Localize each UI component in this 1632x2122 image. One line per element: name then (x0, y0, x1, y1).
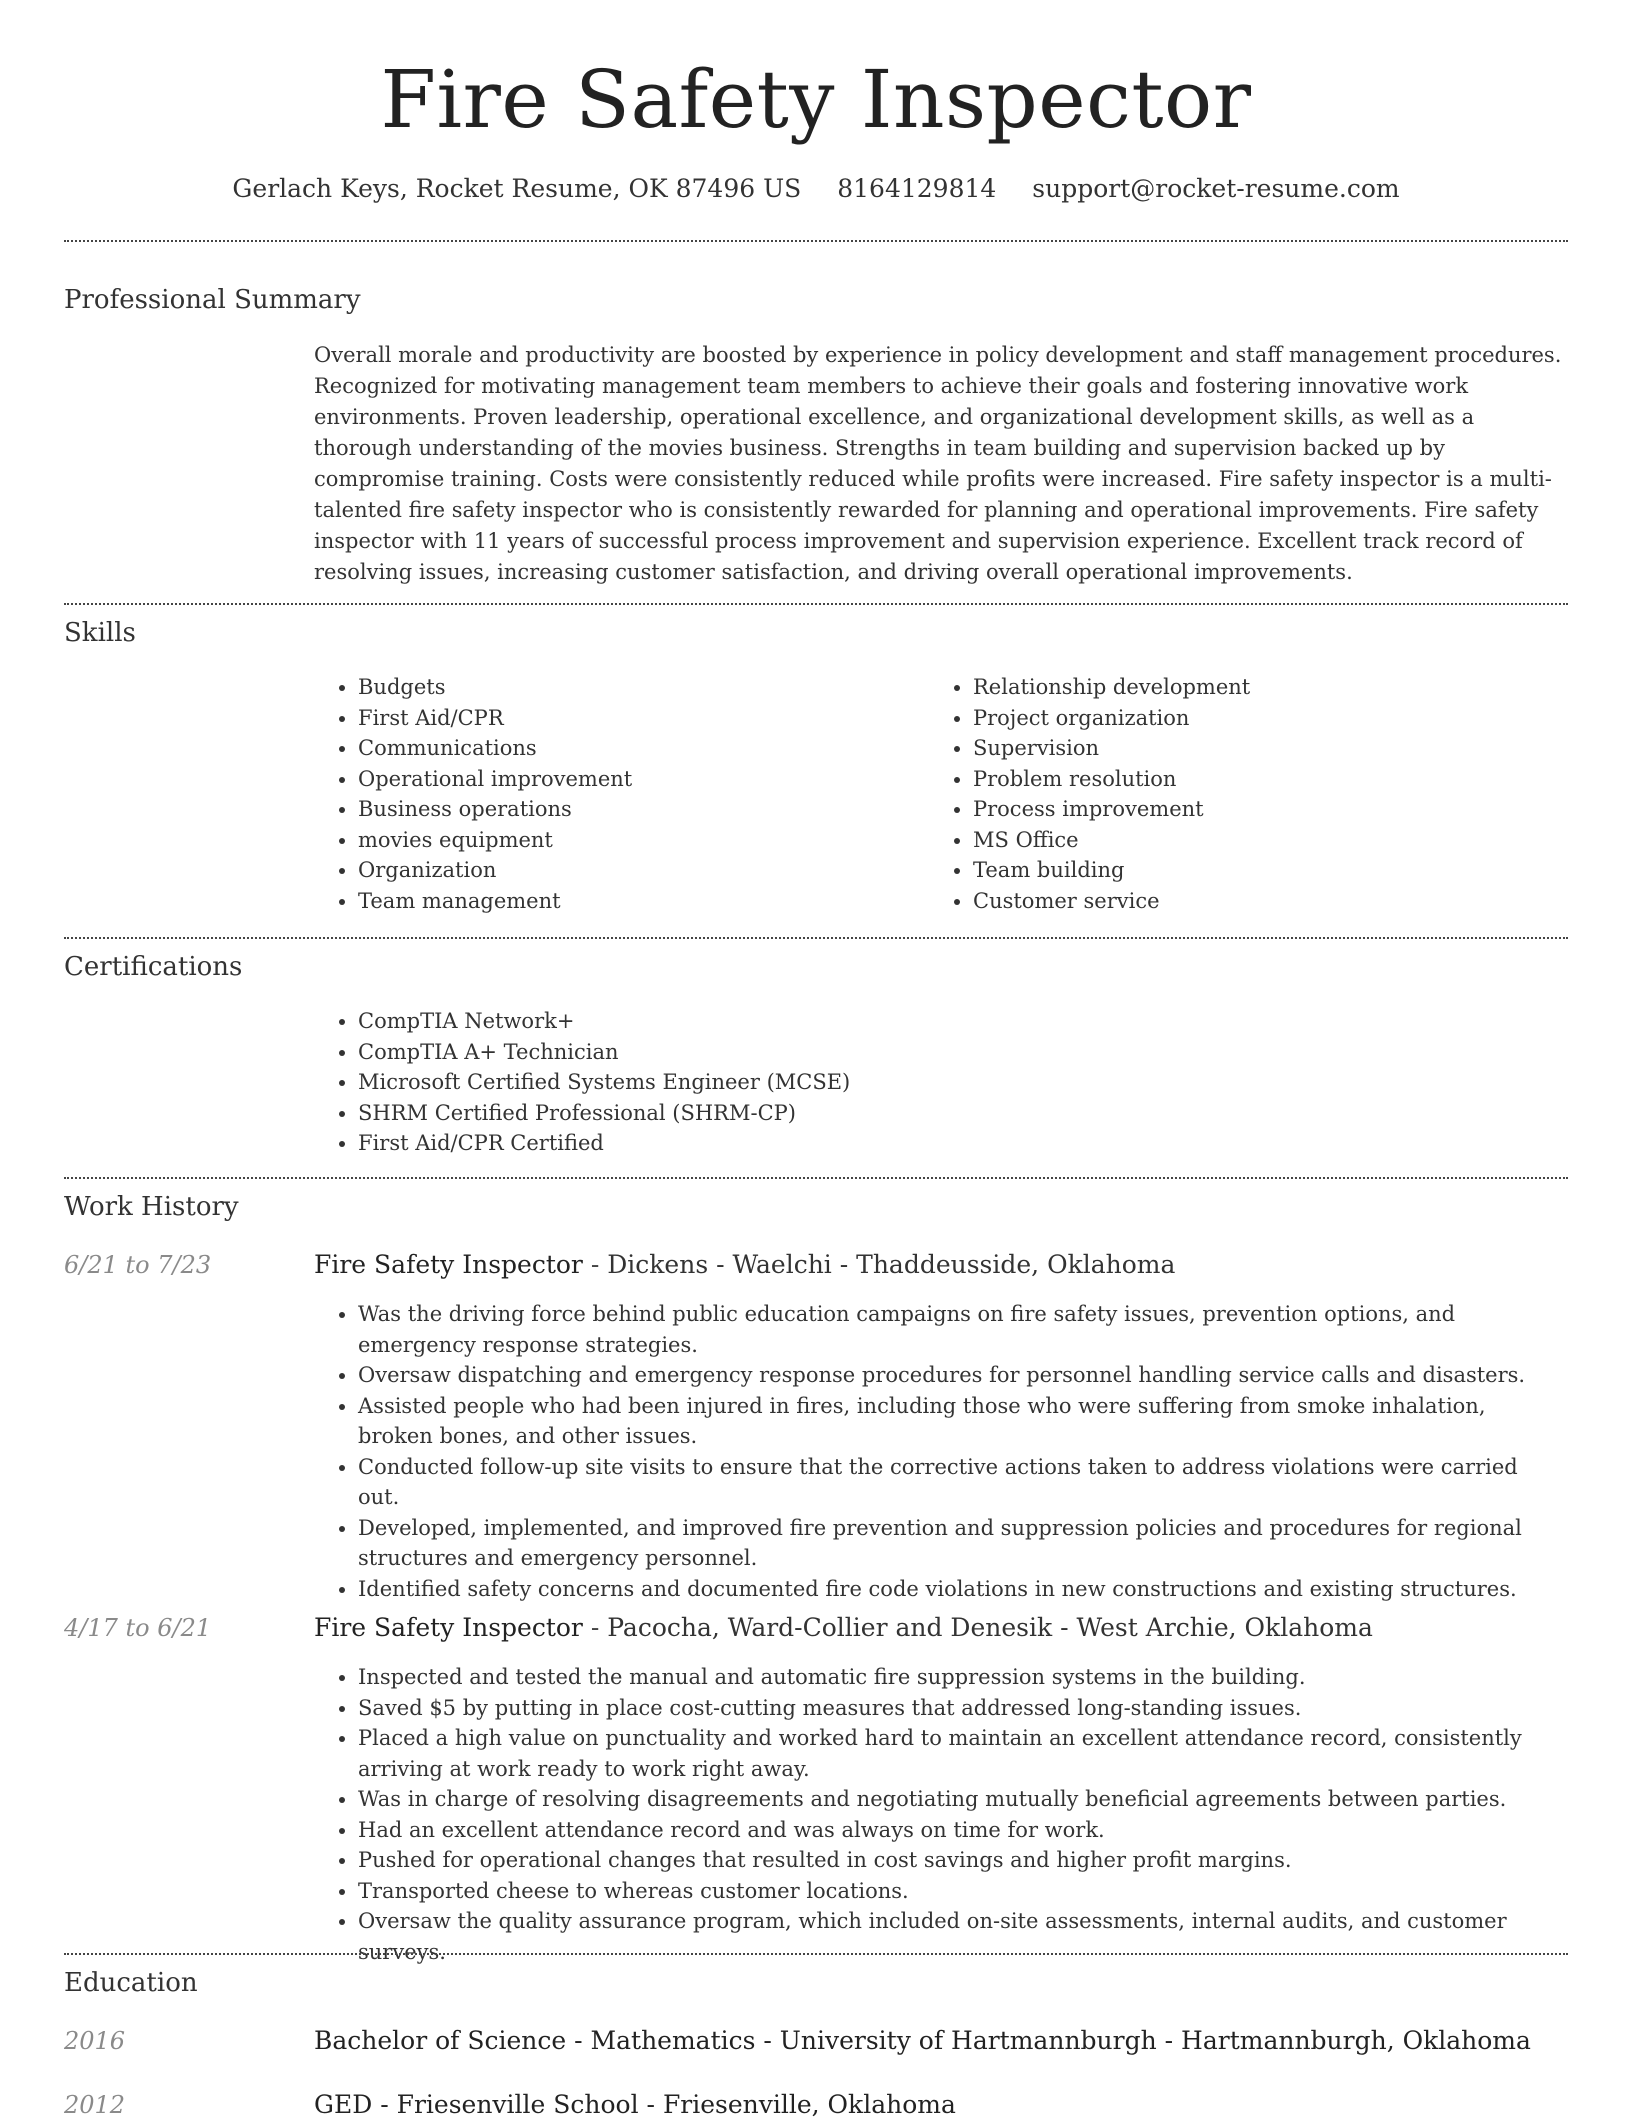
job-bullet: • Inspected and tested the manual and automatic fire suppression systems in the building. (358, 1662, 1548, 1693)
job-bullet: • Developed, implemented, and improved fire prevention and suppression policies and procedures for regional structures and emergency personnel. (358, 1513, 1548, 1574)
education-year: 2012 (64, 2091, 126, 2119)
skill-item: • Team building (973, 855, 1573, 886)
job-bullet: • Had an excellent attendance record and was always on time for work. (358, 1815, 1548, 1846)
education-heading: Education (64, 1968, 198, 1998)
certification-item: • CompTIA Network+ (358, 1006, 1558, 1037)
skill-item: • Problem resolution (973, 764, 1573, 795)
certification-item: • First Aid/CPR Certified (358, 1128, 1558, 1159)
skills-heading: Skills (64, 618, 136, 648)
skill-item: • movies equipment (358, 825, 918, 856)
contact-line (0, 170, 1632, 208)
job-heading: Fire Safety Inspector - Dickens - Waelchi - Thaddeusside, Oklahoma (314, 1250, 1176, 1279)
section-divider (64, 240, 1568, 242)
skills-list-left (314, 672, 918, 916)
section-divider (64, 1177, 1568, 1179)
certifications-heading: Certifications (64, 952, 243, 982)
summary-heading: Professional Summary (64, 285, 361, 315)
job-bullet: • Was in charge of resolving disagreements and negotiating mutually beneficial agreements between parties. (358, 1784, 1548, 1815)
section-divider (64, 603, 1568, 605)
job-bullet: • Conducted follow-up site visits to ensure that the corrective actions taken to address violations were carried out. (358, 1452, 1548, 1513)
resume-title: Fire Safety Inspector (380, 53, 1252, 146)
education-entry: GED - Friesenville School - Friesenville, Oklahoma (314, 2090, 956, 2119)
summary-text: Overall morale and productivity are boosted by experience in policy development and staff management procedures. Recognized for motivating management team members to achieve their goals and fostering innovative work environments. Proven leadership, operational excellence, and organizational development skills, as well as a thorough understanding of the movies business. Strengths in team building and supervision backed up by compromise training. Costs were consistently reduced while profits were increased. Fire safety inspector is a multi-talented fire safety inspector who is consistently rewarded for planning and operational improvements. Fire safety inspector with 11 years of successful process improvement and supervision experience. Excellent track record of resolving issues, increasing customer satisfaction, and driving overall operational improvements. (314, 343, 1562, 584)
job-bullet: • Placed a high value on punctuality and worked hard to maintain an excellent attendance record, consistently arriving at work ready to work right away. (358, 1723, 1548, 1784)
skill-item: • First Aid/CPR (358, 703, 918, 734)
skills-list-right (929, 672, 1573, 916)
certification-item: • SHRM Certified Professional (SHRM-CP) (358, 1098, 1558, 1129)
skill-item: • Budgets (358, 672, 918, 703)
job-bullets (314, 1662, 1568, 1967)
job-bullet: • Identified safety concerns and documented fire code violations in new constructions and existing structures. (358, 1574, 1548, 1605)
section-divider (64, 937, 1568, 939)
skill-item: • Organization (358, 855, 918, 886)
skill-item: • MS Office (973, 825, 1573, 856)
job-bullet: • Pushed for operational changes that resulted in cost savings and higher profit margins. (358, 1845, 1548, 1876)
skill-item: • Customer service (973, 886, 1573, 917)
work-history-heading: Work History (64, 1192, 239, 1222)
job-role: Fire Safety Inspector (314, 1250, 583, 1279)
skill-item: • Supervision (973, 733, 1573, 764)
skill-item: • Relationship development (973, 672, 1573, 703)
education-entry: Bachelor of Science - Mathematics - University of Hartmannburgh - Hartmannburgh, Oklahoma (314, 2026, 1531, 2055)
certification-item: • CompTIA A+ Technician (358, 1037, 1558, 1068)
job-heading: Fire Safety Inspector - Pacocha, Ward-Collier and Denesik - West Archie, Oklahoma (314, 1613, 1373, 1642)
skill-item: • Operational improvement (358, 764, 918, 795)
job-details: Pacocha, Ward-Collier and Denesik - West Archie, Oklahoma (607, 1613, 1373, 1642)
job-role: Fire Safety Inspector (314, 1613, 583, 1642)
job-bullet: • Was the driving force behind public education campaigns on fire safety issues, prevention options, and emergency response strategies. (358, 1299, 1548, 1360)
certifications-list (314, 1006, 1558, 1159)
skill-item: • Business operations (358, 794, 918, 825)
contact-phone: 8164129814 (837, 174, 997, 203)
certification-item: • Microsoft Certified Systems Engineer (MCSE) (358, 1067, 1558, 1098)
contact-address: Gerlach Keys, Rocket Resume, OK 87496 US (232, 174, 802, 203)
job-dates: 6/21 to 7/23 (64, 1251, 212, 1279)
job-details: Dickens - Waelchi - Thaddeusside, Oklahoma (607, 1250, 1176, 1279)
job-dates: 4/17 to 6/21 (64, 1614, 212, 1642)
job-bullet: • Oversaw dispatching and emergency response procedures for personnel handling service calls and disasters. (358, 1360, 1548, 1391)
job-bullet: • Oversaw the quality assurance program, which included on-site assessments, internal audits, and customer surveys. (358, 1906, 1548, 1967)
job-bullet: • Saved $5 by putting in place cost-cutting measures that addressed long-standing issues. (358, 1693, 1548, 1724)
skill-item: • Team management (358, 886, 918, 917)
skill-item: • Project organization (973, 703, 1573, 734)
skill-item: • Communications (358, 733, 918, 764)
job-bullet: • Assisted people who had been injured in fires, including those who were suffering from smoke inhalation, broken bones, and other issues. (358, 1391, 1548, 1452)
contact-email: support@rocket-resume.com (1032, 174, 1400, 203)
job-bullet: • Transported cheese to whereas customer locations. (358, 1876, 1548, 1907)
section-divider (64, 1953, 1568, 1955)
education-year: 2016 (64, 2027, 126, 2055)
skill-item: • Process improvement (973, 794, 1573, 825)
job-bullets (314, 1299, 1568, 1604)
